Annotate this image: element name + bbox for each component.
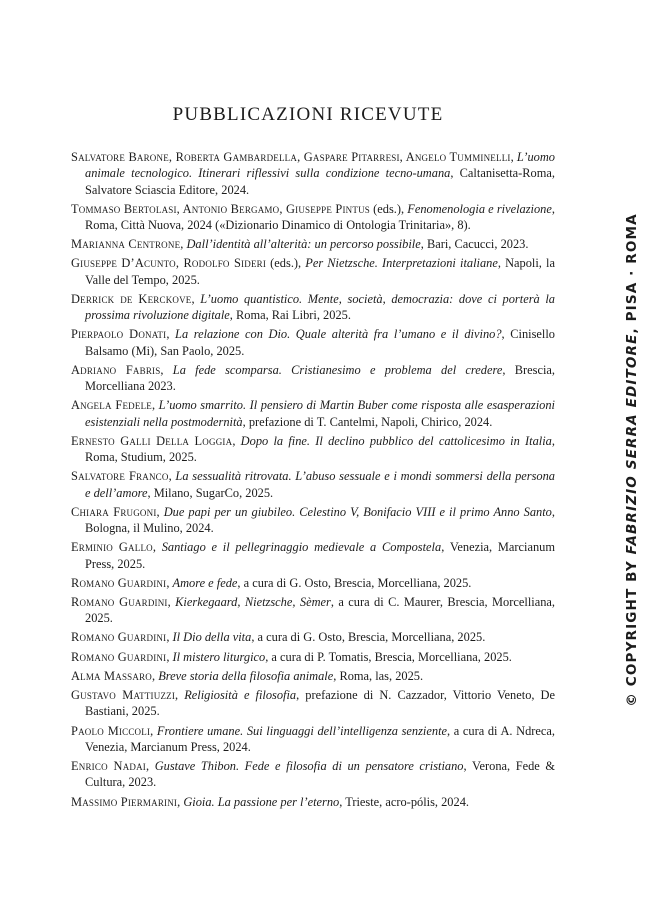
entry-details: , Brescia, Morcelliana 2023. bbox=[85, 362, 555, 394]
copyright-prefix: © COPYRIGHT BY bbox=[624, 554, 640, 707]
publication-entry: Erminio Gallo, Santiago e il pellegrinaggio medievale a Compostela, Venezia, Marcianum Press, 2025. bbox=[71, 540, 555, 571]
entry-details: , Roma, las, 2025. bbox=[333, 668, 424, 683]
publication-entry: Marianna Centrone, Dall’identità all’alterità: un percorso possibile, Bari, Cacucci, 2023. bbox=[71, 237, 529, 252]
publication-entry: Romano Guardini, Il Dio della vita, a cura di G. Osto, Brescia, Morcelliana, 2025. bbox=[71, 630, 486, 645]
entry-details: , a cura di G. Osto, Brescia, Morcelliana, 2025. bbox=[237, 575, 472, 590]
entry-author: Tommaso Bertolasi, Antonio Bergamo, Giuseppe Pintus bbox=[71, 201, 370, 216]
entry-details: , Bari, Cacucci, 2023. bbox=[420, 237, 529, 252]
entry-author: Ernesto Galli Della Loggia bbox=[71, 433, 233, 448]
entry-author: Massimo Piermarini bbox=[71, 794, 178, 809]
entry-author: Romano Guardini bbox=[71, 649, 167, 664]
publication-entry: Massimo Piermarini, Gioia. La passione per l’eterno, Trieste, acro-pólis, 2024. bbox=[71, 794, 469, 809]
entry-author: Pierpaolo Donati bbox=[71, 327, 167, 342]
entry-details: , Trieste, acro-pólis, 2024. bbox=[339, 794, 469, 809]
publication-entry bbox=[71, 201, 555, 234]
entry-title: Il mistero liturgico bbox=[172, 649, 266, 664]
entry-author: Adriano Fabris bbox=[71, 362, 161, 377]
entry-details: , a cura di C. Maurer, Brescia, Morcelliana, 2025. bbox=[85, 595, 555, 626]
entry-title: Fenomenologia e rivelazione bbox=[407, 201, 552, 216]
publication-entry: Romano Guardini, Il mistero liturgico, a cura di P. Tomatis, Brescia, Morcelliana, 2025. bbox=[71, 649, 512, 664]
entry-author: Romano Guardini bbox=[71, 630, 167, 645]
publication-entry: Romano Guardini, Amore e fede, a cura di G. Osto, Brescia, Morcelliana, 2025. bbox=[71, 575, 472, 590]
entry-details: , Napoli, la Valle del Tempo, 2025. bbox=[85, 256, 555, 287]
entry-details: , Venezia, Marcianum Press, 2025. bbox=[85, 540, 555, 571]
entry-title: Per Nietzsche. Interpretazioni italiane bbox=[305, 256, 498, 271]
entry-author: Salvatore Franco bbox=[71, 469, 169, 484]
page-title: PUBBLICAZIONI RICEVUTE bbox=[172, 104, 444, 125]
entry-title: Santiago e il pellegrinaggio medievale a Compostela bbox=[161, 540, 442, 555]
entry-details: , Roma, Città Nuova, 2024 («Dizionario Dinamico di Ontologia Trinitaria», 8). bbox=[85, 201, 555, 233]
entry-title: Il Dio della vita bbox=[172, 630, 252, 645]
entry-author: Derrick de Kerckove bbox=[71, 291, 192, 306]
entry-author: Gustavo Mattiuzzi bbox=[71, 688, 176, 703]
entry-author: Paolo Miccoli bbox=[71, 723, 151, 738]
entry-details: , Milano, SugarCo, 2025. bbox=[147, 485, 274, 500]
entry-title: L’uomo animale tecnologico. Itinerari riflessivi sulla condizione tecno-umana bbox=[85, 150, 555, 181]
entry-title: La sessualità ritrovata. L’abuso sessuale e i mondi sommersi della persona e dell’amore bbox=[85, 469, 556, 500]
entry-details: , a cura di G. Osto, Brescia, Morcelliana, 2025. bbox=[251, 630, 486, 645]
entry-title: Dopo la fine. Il declino pubblico del cattolicesimo in Italia bbox=[240, 433, 552, 448]
entry-details: , Cinisello Balsamo (Mi), San Paolo, 2025. bbox=[85, 327, 555, 358]
entry-author: Enrico Nadai bbox=[71, 759, 146, 774]
publication-entry: Romano Guardini, Kierkegaard, Nietzsche, Sèmer, a cura di C. Maurer, Brescia, Morcelliana, 2025. bbox=[71, 595, 555, 626]
entry-title: L’uomo quantistico. Mente, società, democrazia: dove ci porterà la prossima rivoluzione digitale bbox=[85, 291, 555, 323]
entry-author: Angela Fedele bbox=[71, 398, 152, 413]
publication-entry: Derrick de Kerckove, L’uomo quantistico. Mente, società, democrazia: dove ci porterà la prossima rivoluzione digitale, Roma, Rai Libri, 2025. bbox=[71, 291, 555, 323]
entry-author: Marianna Centrone bbox=[71, 237, 181, 252]
copyright-notice bbox=[624, 213, 640, 707]
publications-list bbox=[71, 149, 555, 813]
entry-details: , Caltanisetta-Roma, Salvatore Sciascia Editore, 2024. bbox=[85, 166, 555, 197]
publication-entry: Paolo Miccoli, Frontiere umane. Sui linguaggi dell’intelligenza senziente, a cura di A. Ndreca, Venezia, Marcianum Press, 2024. bbox=[71, 723, 555, 754]
entry-title: Amore e fede bbox=[172, 575, 238, 590]
publication-entry: Gustavo Mattiuzzi, Religiosità e filosofia, prefazione di N. Cazzador, Vittorio Veneto, De Bastiani, 2025. bbox=[71, 688, 555, 719]
entry-author: Erminio Gallo bbox=[71, 540, 153, 555]
entry-author: Salvatore Barone, Roberta Gambardella, Gaspare Pitarresi, Angelo Tumminelli bbox=[71, 150, 511, 164]
entry-title: Dall’identità all’alterità: un percorso possibile bbox=[186, 237, 421, 252]
entry-details: , Bologna, il Mulino, 2024. bbox=[85, 504, 555, 536]
entry-title: Gioia. La passione per l’eterno bbox=[183, 794, 340, 809]
entry-editors-note: (eds.), bbox=[266, 256, 306, 271]
entry-author: Romano Guardini bbox=[71, 575, 167, 590]
entry-author: Romano Guardini bbox=[71, 595, 168, 609]
copyright-suffix: , PISA · ROMA bbox=[624, 213, 640, 334]
entry-author: Giuseppe D’Acunto, Rodolfo Sideri bbox=[71, 256, 267, 271]
publication-entry: Adriano Fabris, La fede scomparsa. Cristianesimo e problema del credere, Brescia, Morcelliana 2023. bbox=[71, 362, 555, 394]
publication-entry: Salvatore Barone, Roberta Gambardella, Gaspare Pitarresi, Angelo Tumminelli, L’uomo animale tecnologico. Itinerari riflessivi sulla condizione tecno-umana, Caltanisetta-Roma, Salvatore Sciascia Editore, 2024. bbox=[71, 150, 555, 197]
publication-entry bbox=[71, 255, 555, 288]
publication-entry: Chiara Frugoni, Due papi per un giubileo. Celestino V, Bonifacio VIII e il primo Anno Santo, Bologna, il Mulino, 2024. bbox=[71, 504, 555, 536]
entry-details: , prefazione di T. Cantelmi, Napoli, Chirico, 2024. bbox=[242, 414, 493, 429]
publication-entry: Salvatore Franco, La sessualità ritrovata. L’abuso sessuale e i mondi sommersi della persona e dell’amore, Milano, SugarCo, 2025. bbox=[71, 469, 556, 500]
entry-details: , prefazione di N. Cazzador, Vittorio Veneto, De Bastiani, 2025. bbox=[85, 688, 555, 719]
entry-details: , Verona, Fede & Cultura, 2023. bbox=[85, 759, 556, 790]
publication-entry: Angela Fedele, L’uomo smarrito. Il pensiero di Martin Buber come risposta alle esasperazioni esistenziali nella postmodernità, prefazione di T. Cantelmi, Napoli, Chirico, 2024. bbox=[71, 398, 555, 429]
entry-title: La relazione con Dio. Quale alterità fra l’umano e il divino? bbox=[175, 327, 502, 342]
entry-title: Frontiere umane. Sui linguaggi dell’intelligenza senziente bbox=[156, 723, 448, 738]
entry-title: Due papi per un giubileo. Celestino V, Bonifacio VIII e il primo Anno Santo bbox=[163, 504, 552, 519]
entry-title: L’uomo smarrito. Il pensiero di Martin Buber come risposta alle esasperazioni esistenziali nella postmodernità bbox=[85, 398, 555, 429]
publication-entry: Enrico Nadai, Gustave Thibon. Fede e filosofia di un pensatore cristiano, Verona, Fede & Cultura, 2023. bbox=[71, 759, 556, 790]
entry-details: , a cura di P. Tomatis, Brescia, Morcelliana, 2025. bbox=[265, 649, 512, 664]
publication-entry: Ernesto Galli Della Loggia, Dopo la fine. Il declino pubblico del cattolicesimo in Italia, Roma, Studium, 2025. bbox=[71, 433, 555, 465]
entry-details: , a cura di A. Ndreca, Venezia, Marcianum Press, 2024. bbox=[85, 723, 555, 754]
entry-author: Chiara Frugoni bbox=[71, 504, 157, 519]
publication-entry: Alma Massaro, Breve storia della filosofia animale, Roma, las, 2025. bbox=[71, 668, 424, 683]
entry-title: Breve storia della filosofia animale bbox=[158, 668, 334, 683]
copyright-publisher: FABRIZIO SERRA EDITORE bbox=[624, 333, 640, 555]
publication-entry: Pierpaolo Donati, La relazione con Dio. Quale alterità fra l’umano e il divino?, Cinisello Balsamo (Mi), San Paolo, 2025. bbox=[71, 327, 555, 358]
entry-author: Alma Massaro bbox=[71, 668, 152, 683]
entry-details: , Roma, Rai Libri, 2025. bbox=[229, 308, 351, 323]
entry-details: , Roma, Studium, 2025. bbox=[85, 433, 555, 465]
entry-title: Religiosità e filosofia bbox=[184, 688, 297, 703]
entry-title: Kierkegaard, Nietzsche, Sèmer bbox=[175, 595, 331, 609]
entry-title: Gustave Thibon. Fede e filosofia di un pensatore cristiano bbox=[154, 759, 464, 774]
entry-title: La fede scomparsa. Cristianesimo e problema del credere bbox=[172, 362, 503, 377]
entry-editors-note: (eds.), bbox=[369, 201, 408, 216]
